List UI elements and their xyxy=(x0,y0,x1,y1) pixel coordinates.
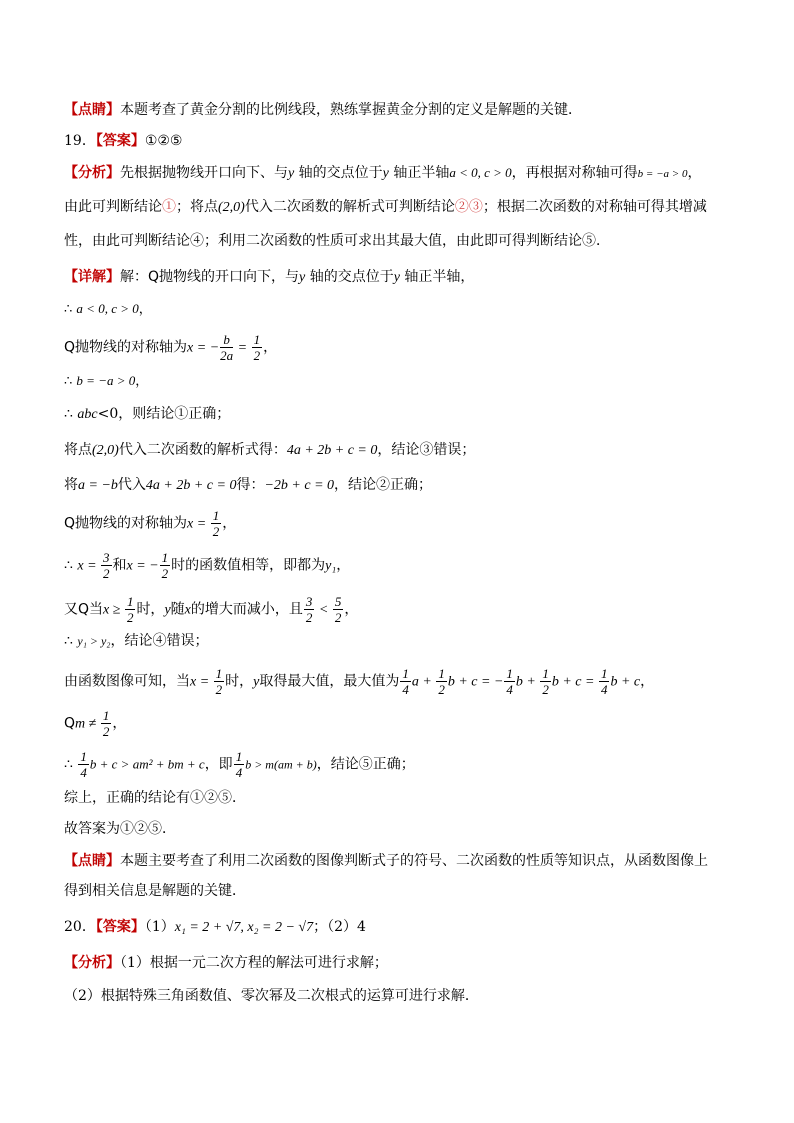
math: x = xyxy=(190,674,213,690)
fraction: $\frac{1}{2}$ xyxy=(126,594,134,625)
detail-line xyxy=(64,298,152,321)
math: a < 0, c > 0 xyxy=(76,301,139,316)
text: 得： xyxy=(236,477,265,493)
math: 4a + 2b + c = 0 xyxy=(145,478,237,493)
text: 时的函数值相等，即都为 xyxy=(171,557,326,574)
math: b + xyxy=(515,674,540,690)
fraction: $\frac{1}{4}$ xyxy=(506,666,513,697)
detail-line xyxy=(64,474,432,497)
answer: ①②⑤ xyxy=(144,133,183,149)
detail-line xyxy=(64,332,277,363)
fraction: $\frac{5}{2}$ xyxy=(334,594,342,625)
text: 故答案为①②⑤． xyxy=(64,821,176,837)
therefore-symbol: ∴ xyxy=(64,406,73,422)
detail-line xyxy=(64,550,350,581)
text: ；将点 xyxy=(176,199,218,215)
math: x = − xyxy=(126,558,159,574)
text: 又 xyxy=(64,601,78,618)
text: （1） xyxy=(144,919,175,935)
analysis-line xyxy=(64,162,701,185)
math: y xyxy=(382,166,389,181)
fraction: $\frac{1}{2}$ xyxy=(542,666,549,697)
detail-line xyxy=(64,370,148,393)
text: 本题主要考查了利用二次函数的图像判断式子的符号、二次函数的性质等知识点，从函数图像上 xyxy=(120,853,708,869)
fraction: $\frac{1}{4}$ xyxy=(235,749,243,780)
answer-line xyxy=(64,130,182,152)
text: 综上，正确的结论有①②⑤． xyxy=(64,790,246,806)
fraction: $\frac{b}{2a}$ xyxy=(220,332,234,363)
math: y xyxy=(253,674,260,690)
math: 4a + 2b + c = 0 xyxy=(286,443,378,458)
text: ；根据二次函数的对称轴可得其增减 xyxy=(482,199,707,215)
math: m ≠ xyxy=(75,716,100,732)
text: 轴正半轴， xyxy=(399,269,475,285)
math: b + c > am² + bm + c xyxy=(89,756,205,772)
comment-line xyxy=(64,99,582,121)
detail-line xyxy=(64,787,246,809)
text: ， xyxy=(222,515,237,532)
fraction: $\frac{1}{2}$ xyxy=(253,332,261,363)
text: ， xyxy=(263,339,278,356)
math: y xyxy=(164,602,171,618)
comment-line xyxy=(64,880,246,902)
detail-line xyxy=(64,666,654,697)
therefore-symbol: ∴ xyxy=(64,374,73,389)
math: b + c = − xyxy=(447,674,504,690)
math: b = −a > 0 xyxy=(637,168,688,180)
math: abc xyxy=(77,407,98,422)
question-number: 19． xyxy=(64,133,96,149)
math: x₁ = 2 + √7, x₂ = 2 − √7 xyxy=(174,920,314,935)
math: y xyxy=(299,270,306,285)
detail-line xyxy=(64,749,415,780)
detail-line xyxy=(64,630,208,652)
text: （2）根据特殊三角函数值、零次幂及二次根式的运算可进行求解． xyxy=(64,988,479,1004)
fraction: $\frac{1}{4}$ xyxy=(600,666,608,697)
math: y₁ > y₂ xyxy=(77,634,111,648)
section-tag: 【分析】 xyxy=(64,955,120,971)
therefore-symbol: ∴ xyxy=(64,633,73,649)
text: 代入 xyxy=(117,477,146,493)
comment-line xyxy=(64,850,708,872)
text: ，结论⑤正确； xyxy=(316,756,415,773)
math: b > m(am + b) xyxy=(245,757,317,772)
text: 解： xyxy=(120,269,148,285)
fraction: $\frac{1}{2}$ xyxy=(215,666,223,697)
text: ，结论③错误； xyxy=(377,442,476,458)
math: x = − xyxy=(187,340,220,356)
text: 将 xyxy=(64,477,78,493)
because-symbol: Q xyxy=(78,601,90,618)
analysis-line xyxy=(64,985,479,1007)
text: 抛物线的开口向下，与 xyxy=(159,269,300,285)
math: x = xyxy=(187,516,210,532)
math: a + xyxy=(411,674,436,690)
text: 轴正半轴 xyxy=(388,165,450,181)
text: 随 xyxy=(170,601,185,618)
because-symbol: Q xyxy=(148,269,160,285)
math: a = −b xyxy=(78,478,118,493)
fraction: $\frac{1}{2}$ xyxy=(102,708,110,739)
because-symbol: Q xyxy=(64,515,76,532)
answer-line xyxy=(64,916,366,939)
text: ，即 xyxy=(204,756,233,773)
text: 性，由此可判断结论④；利用二次函数的性质可求出其最大值，由此即可得判断结论⑤． xyxy=(64,233,610,249)
text: 先根据抛物线开口向下、与 xyxy=(120,165,288,181)
detail-line xyxy=(64,818,176,840)
section-tag: 【点睛】 xyxy=(64,102,120,118)
detail-line xyxy=(64,594,358,625)
text: 抛物线的对称轴为 xyxy=(75,515,188,532)
math: b + c = xyxy=(551,674,598,690)
math: = xyxy=(234,340,251,356)
text: ， xyxy=(344,601,359,618)
text: ， xyxy=(336,557,351,574)
text: ， xyxy=(138,302,152,317)
detail-line xyxy=(64,508,236,539)
section-tag: 【答案】 xyxy=(95,919,145,935)
circled-number: ②③ xyxy=(454,199,483,215)
math: x ≥ xyxy=(103,602,124,618)
math: (2,0) xyxy=(92,443,119,458)
fraction: $\frac{1}{2}$ xyxy=(438,666,445,697)
math: a < 0, c > 0 xyxy=(449,165,512,180)
analysis-line xyxy=(64,196,707,219)
text: ，结论④错误； xyxy=(110,633,209,649)
math: y xyxy=(393,270,400,285)
text: （1）根据一元二次方程的解法可进行求解； xyxy=(120,955,388,971)
text: 本题考查了黄金分割的比例线段，熟练掌握黄金分割的定义是解题的关键． xyxy=(120,102,582,118)
analysis-line xyxy=(64,230,610,252)
detail-line xyxy=(64,708,126,739)
math: y₁ xyxy=(325,558,337,574)
section-tag: 【分析】 xyxy=(64,165,120,181)
math: −2b + c = 0 xyxy=(264,478,335,493)
text: 代入二次函数的解析式可判断结论 xyxy=(244,199,455,215)
therefore-symbol: ∴ xyxy=(64,756,73,773)
text: 时， xyxy=(136,601,165,618)
detail-line xyxy=(64,403,230,426)
text: 的增大而减小，且 xyxy=(190,601,303,618)
section-tag: 【答案】 xyxy=(95,133,145,149)
text: ， xyxy=(687,165,702,181)
math: x = xyxy=(77,558,101,574)
math: b + c xyxy=(610,674,641,690)
analysis-line xyxy=(64,952,388,974)
text: 时， xyxy=(225,673,254,690)
text: 和 xyxy=(112,557,127,574)
fraction: $\frac{3}{2}$ xyxy=(103,550,110,581)
math: x xyxy=(184,602,191,618)
text: 由函数图像可知，当 xyxy=(64,673,190,690)
text: 当 xyxy=(89,601,104,618)
text: <0，则结论①正确； xyxy=(97,406,231,422)
circled-number: ① xyxy=(162,199,176,215)
text: ， xyxy=(640,673,655,690)
text: ， xyxy=(135,374,149,389)
math: b = −a > 0 xyxy=(76,373,136,388)
because-symbol: Q xyxy=(64,715,76,732)
math: y xyxy=(288,166,295,181)
detail-line xyxy=(64,439,475,462)
text: ，再根据对称轴可得 xyxy=(511,165,638,181)
text: 轴的交点位于 xyxy=(305,269,394,285)
fraction: $\frac{1}{2}$ xyxy=(212,508,220,539)
fraction: $\frac{1}{4}$ xyxy=(402,666,409,697)
detail-line xyxy=(64,266,474,289)
therefore-symbol: ∴ xyxy=(64,557,73,574)
text: 抛物线的对称轴为 xyxy=(75,339,188,356)
math: < xyxy=(315,602,332,618)
text: 代入二次函数的解析式得： xyxy=(118,442,287,458)
text: ；（2）4 xyxy=(313,919,366,935)
text: 将点 xyxy=(64,442,92,458)
math: (2,0) xyxy=(218,200,245,215)
fraction: $\frac{3}{2}$ xyxy=(305,594,313,625)
text: 轴的交点位于 xyxy=(294,165,383,181)
fraction: $\frac{1}{2}$ xyxy=(161,550,169,581)
because-symbol: Q xyxy=(64,339,76,356)
fraction: $\frac{1}{4}$ xyxy=(80,749,87,780)
text: ，结论②正确； xyxy=(334,477,433,493)
text: 由此可判断结论 xyxy=(64,199,162,215)
text: 得到相关信息是解题的关键． xyxy=(64,883,246,899)
question-number: 20． xyxy=(64,919,96,935)
text: 取得最大值，最大值为 xyxy=(259,673,400,690)
text: ， xyxy=(112,715,127,732)
therefore-symbol: ∴ xyxy=(64,302,73,317)
section-tag: 【详解】 xyxy=(64,269,120,285)
section-tag: 【点睛】 xyxy=(64,853,120,869)
